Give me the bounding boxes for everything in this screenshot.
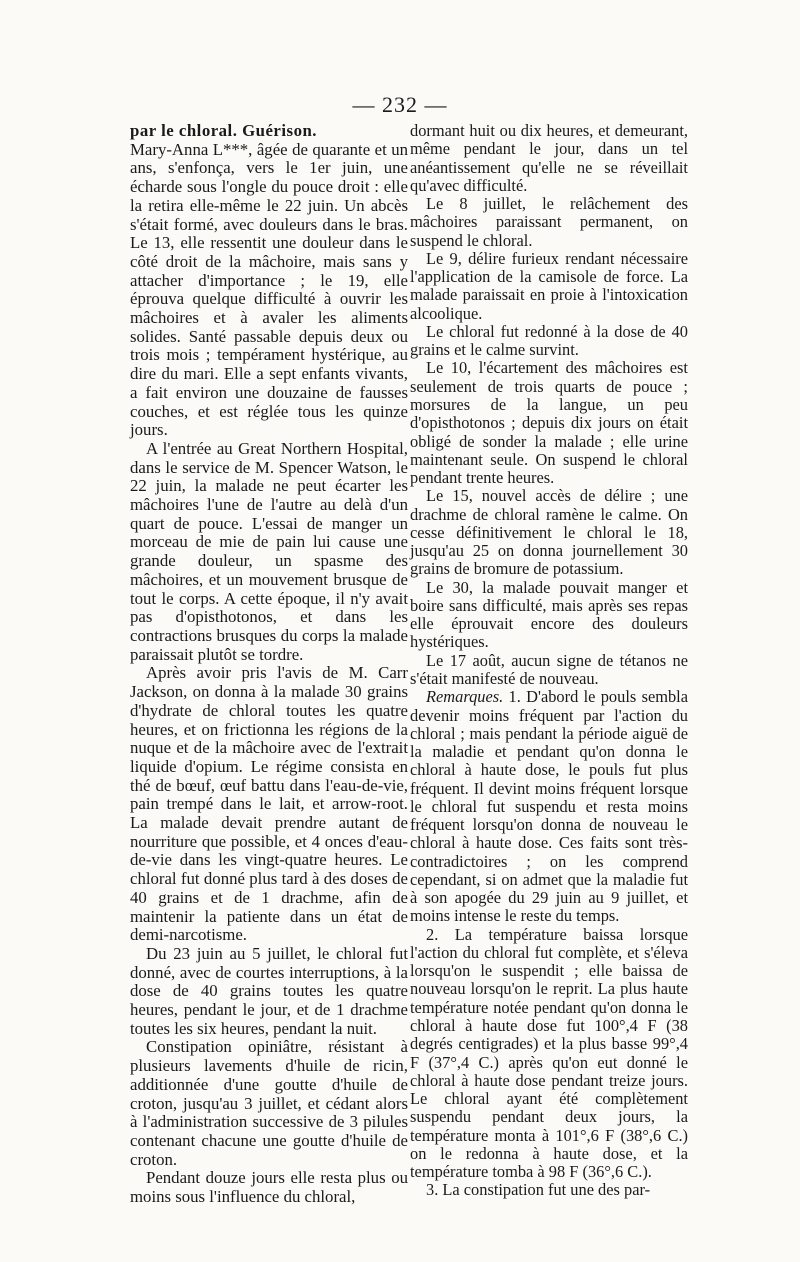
- paragraph: 3. La constipation fut une des par-: [426, 1180, 651, 1200]
- paragraph: dormant huit ou dix heures, et demeurant, même pendant le jour, dans un tel anéantissement qu'elle ne se réveillait qu'avec difficulté.: [410, 121, 688, 195]
- paragraph: Le 30, la malade pouvait manger et boire sans difficulté, mais après ses repas elle éprouvait encore des douleurs hystériques.: [410, 577, 688, 652]
- page-number: — 232 —: [352, 92, 448, 117]
- paragraph: Du 23 juin au 5 juillet, le chloral fut donné, avec de courtes interruptions, à la dose de 40 grains toutes les quatre heures, pendant le jour, et de 1 drachme toutes les six heures, pendant la nuit.: [130, 943, 408, 1038]
- paragraph: Le 10, l'écartement des mâchoires est seulement de trois quarts de pouce ; morsures de la langue, un peu d'opisthotonos ; depuis dix jours on était obligé de sonder la malade ; elle urine maintenant seule. On suspend le chloral pendant trente heures.: [410, 358, 688, 488]
- paragraph: 2. La température baissa lorsque l'action du chloral fut complète, et s'éleva lorsqu'on le suspendit ; elle baissa de nouveau lorsqu'on le reprit. La plus haute température notée pendant qu'on donna le chloral à haute dose fut 100°,4 F (38 degrés centigrades) et la plus basse 99°,4 F (37°,4 C.) après qu'on eut donné le chloral à haute dose pendant treize jours. Le chloral ayant été complètement suspendu pendant deux jours, la température monta à 101°,6 F (38°,6 C.) on le redonna à haute dose, et la température tomba à 98 F (36°,6 C.).: [410, 924, 688, 1182]
- paragraph: Le 17 août, aucun signe de tétanos ne s'était manifesté de nouveau.: [410, 650, 688, 688]
- paragraph: Le 8 juillet, le relâchement des mâchoires paraissant permanent, on suspend le chloral.: [410, 194, 688, 250]
- paragraph: A l'entrée au Great Northern Hospital, dans le service de M. Spencer Watson, le 22 juin, la malade ne peut écarter les mâchoires l'une de l'autre au delà d'un quart de pouce. L'essai de manger un morceau de mie de pain lui cause une grande douleur, un spasme des mâchoires, et un mouvement brusque de tout le corps. A cette époque, il n'y avait pas d'opisthotonos, et dans les contractions brusques du corps la malade paraissait plutôt se tordre.: [130, 438, 408, 664]
- section-heading: par le chloral. Guérison.: [130, 121, 317, 140]
- remarks-label: Remarques.: [426, 687, 504, 707]
- paragraph: Le 15, nouvel accès de délire ; une drachme de chloral ramène le calme. On cesse définitivement le chloral le 18, jusqu'au 25 on donna journellement 30 grains de bromure de potassium.: [410, 486, 688, 579]
- remarks-text: 1. D'abord le pouls sembla devenir moins fréquent par l'action du chloral ; mais pendant la période aiguë de la maladie et pendant qu'on donna le chloral à haute dose, le pouls fut plus fréquent. Il devint moins fréquent lorsque le chloral fut suspendu et resta moins fréquent lorsqu'on donna de nouveau le chloral à haute dose. Ces faits sont très-contradictoires ; on les comprend cependant, si on admet que la maladie fut à son apogée du 29 juin au 9 juillet, et moins intense le reste du temps.: [410, 687, 688, 926]
- paragraph: Le 9, délire furieux rendant nécessaire l'application de la camisole de force. La malade paraissait en proie à l'intoxication alcoolique.: [410, 248, 688, 323]
- right-column: [410, 122, 688, 1200]
- paragraph: Mary-Anna L***, âgée de quarante et un ans, s'enfonça, vers le 1er juin, une écharde sous l'ongle du pouce droit : elle la retira elle-même le 22 juin. Un abcès s'était formé, avec douleurs dans le bras. Le 13, elle ressentit une douleur dans le côté droit de la mâchoire, mais sans y attacher d'importance ; le 19, elle éprouva quelque difficulté à ouvrir les mâchoires et à avaler les aliments solides. Santé passable depuis deux ou trois mois ; tempérament hystérique, au dire du mari. Elle a sept enfants vivants, a fait environ une douzaine de fausses couches, et est réglée tous les quinze jours.: [130, 139, 408, 440]
- left-column: [130, 122, 408, 1207]
- paragraph: Après avoir pris l'avis de M. Carr Jackson, on donna à la malade 30 grains d'hydrate de chloral toutes les quatre heures, et on frictionna les régions de la nuque et de la mâchoire avec de l'extrait liquide d'opium. Le régime consista en thé de bœuf, œuf battu dans l'eau-de-vie, pain trempé dans le lait, et arrow-root. La malade devait prendre autant de nourriture que possible, et 4 onces d'eau-de-vie dans les vingt-quatre heures. Le chloral fut donné plus tard à des doses de 40 grains et de 1 drachme, afin de maintenir la patiente dans un état de demi-narcotisme.: [130, 663, 408, 945]
- paragraph: Pendant douze jours elle resta plus ou moins sous l'influence du chloral,: [130, 1168, 408, 1207]
- remarks-paragraph: [410, 688, 688, 925]
- paragraph: Constipation opiniâtre, résistant à plusieurs lavements d'huile de ricin, additionnée d'une goutte d'huile de croton, jusqu'au 3 juillet, et cédant alors à l'administration successive de 3 pilules contenant chacune une goutte d'huile de croton.: [130, 1037, 408, 1169]
- paragraph: Le chloral fut redonné à la dose de 40 grains et le calme survint.: [410, 321, 688, 360]
